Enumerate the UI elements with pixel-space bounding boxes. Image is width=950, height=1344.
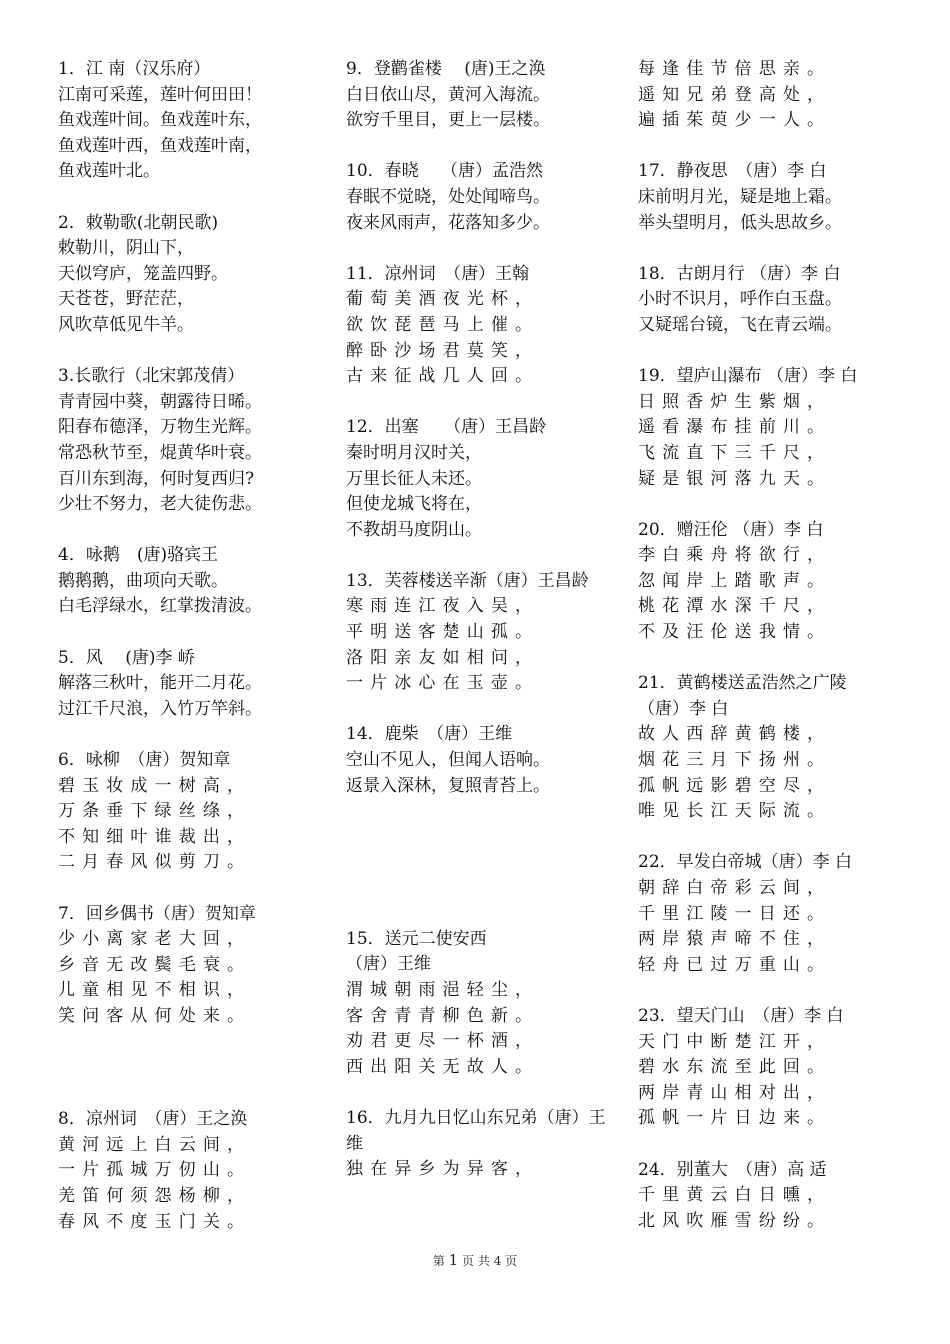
poem-title: 24．别董大 （唐）高 适 (638, 1159, 827, 1180)
poem-title: 18．古朗月行 （唐）李 白 (638, 263, 841, 284)
poem-line: 唯见长江天际流。 (638, 801, 832, 822)
poem-title: 12．出塞 （唐）王昌龄 (346, 417, 547, 438)
poem-line: 空山不见人，但闻人语响。 (346, 750, 550, 771)
page-footer (0, 1251, 950, 1269)
poem-line: 故人西辞黄鹤楼， (638, 724, 832, 745)
poem-block (638, 262, 900, 339)
poem-line: 葡萄美酒夜光杯， (346, 289, 540, 310)
poem-line: 遥知兄弟登高处， (638, 84, 832, 105)
footer-prefix: 第 (432, 1254, 445, 1268)
column-2 (346, 57, 608, 1208)
poem-line: 忽闻岸上踏歌声。 (638, 570, 832, 591)
poem-line: 江南可采莲，莲叶何田田！ (58, 84, 262, 105)
poem-line: 千里江陵一日还。 (638, 903, 832, 924)
poem-line: 天门中断楚江开， (638, 1031, 832, 1052)
poem-line: 北风吹雁雪纷纷。 (638, 1210, 832, 1231)
poem-line: 少壮不努力，老大徒伤悲。 (58, 494, 262, 515)
poem-block (58, 364, 308, 518)
poem-title: 9．登鹳雀楼 (唐)王之涣 (346, 59, 546, 79)
poem-title: 11．凉州词 （唐）王翰 (346, 263, 530, 284)
poem-block (58, 211, 308, 339)
poem-title: 17．静夜思 （唐）李 白 (638, 161, 827, 182)
poem-line: 阳春布德泽，万物生光辉。 (58, 417, 262, 438)
poem-title: 14．鹿柴 （唐）王维 (346, 724, 513, 745)
poem-line: 劝君更尽一杯酒， (346, 1031, 540, 1052)
poem-block (638, 671, 900, 825)
poem-line: 欲饮琵琶马上催。 (346, 314, 540, 335)
poem-block (58, 543, 308, 620)
poem-line: 敕勒川，阴山下， (58, 238, 194, 259)
poem-title: 13．芙蓉楼送辛渐（唐）王昌龄 (346, 570, 589, 591)
poem-line: 乡音无改鬓毛衰。 (58, 954, 252, 975)
poem-line: 小时不识月，呼作白玉盘。 (638, 289, 842, 310)
poem-title: 15．送元二使安西 (346, 928, 487, 949)
footer-middle: 页 共 (462, 1254, 490, 1268)
poem-block (58, 902, 308, 1030)
poem-title: 21．黄鹤楼送孟浩然之广陵 (638, 673, 847, 694)
poem-block (346, 927, 608, 1081)
poem-block (58, 1107, 308, 1235)
poem-line: 两岸青山相对出， (638, 1082, 832, 1103)
poem-line: 碧水东流至此回。 (638, 1057, 832, 1078)
poem-author: （唐）王维 (346, 954, 431, 975)
poem-title: 23．望天门山 （唐）李 白 (638, 1005, 844, 1026)
poem-line: 常恐秋节至，焜黄华叶衰。 (58, 442, 262, 463)
poem-line: 寒雨连江夜入吴， (346, 596, 540, 617)
poem-line: 李白乘舟将欲行， (638, 545, 832, 566)
poem-block (346, 57, 608, 134)
poem-title: 19．望庐山瀑布 （唐）李 白 (638, 366, 858, 387)
poem-line: 少小离家老大回， (58, 929, 252, 950)
poem-line: 飞流直下三千尺， (638, 442, 832, 463)
poem-line: 但使龙城飞将在， (346, 494, 482, 515)
poem-line: 洛阳亲友如相问， (346, 647, 540, 668)
poem-line: 两岸猿声啼不住， (638, 929, 832, 950)
poem-line: 黄河远上白云间， (58, 1134, 252, 1155)
poem-title: 7．回乡偶书（唐）贺知章 (58, 903, 256, 924)
poem-line: 孤帆远影碧空尽， (638, 775, 832, 796)
poem-line: 一片孤城万仞山。 (58, 1160, 252, 1181)
poem-line: 每逢佳节倍思亲。 (638, 59, 832, 79)
poem-line: 一片冰心在玉壶。 (346, 673, 540, 694)
poem-line: 解落三秋叶，能开二月花。 (58, 673, 262, 694)
poem-title: 16．九月九日忆山东兄弟（唐）王维 (346, 1107, 606, 1154)
poem-line: 白日依山尽，黄河入海流。 (346, 84, 550, 105)
poem-line: 风吹草低见牛羊。 (58, 314, 194, 335)
poem-line: 平明送客楚山孤。 (346, 622, 540, 643)
poem-line: 不及汪伦送我情。 (638, 622, 832, 643)
poem-line: 醉卧沙场君莫笑， (346, 340, 540, 361)
poem-line: 欲穷千里目，更上一层楼。 (346, 110, 550, 131)
poem-line: 笑问客从何处来。 (58, 1005, 252, 1026)
poem-line: 过江千尺浪，入竹万竿斜。 (58, 698, 262, 719)
poem-block (638, 850, 900, 978)
poem-line: 千里黄云白日曛， (638, 1185, 832, 1206)
poem-block (638, 57, 900, 134)
footer-suffix: 页 (505, 1254, 518, 1268)
poem-block (346, 569, 608, 697)
poem-line: 碧玉妆成一树高， (58, 775, 252, 796)
column-1 (58, 57, 308, 1261)
poem-line: 鱼戏莲叶间。鱼戏莲叶东， (58, 110, 262, 131)
poem-title: 4．咏鹅 (唐)骆宾王 (58, 545, 219, 566)
poem-line: 儿童相见不相识， (58, 980, 252, 1001)
poem-line: 鱼戏莲叶西，鱼戏莲叶南， (58, 135, 262, 156)
poem-line: 古来征战几人回。 (346, 366, 540, 387)
poem-line: 返景入深林，复照青苔上。 (346, 775, 550, 796)
poem-line: 西出阳关无故人。 (346, 1056, 540, 1077)
poem-line: 二月春风似剪刀。 (58, 852, 252, 873)
column-spacer (58, 1055, 308, 1107)
poem-line: 举头望明月，低头思故乡。 (638, 212, 842, 233)
poem-line: 遍插茱萸少一人。 (638, 110, 832, 131)
poem-block (638, 518, 900, 646)
poem-title: 10．春晓 （唐）孟浩然 (346, 161, 544, 182)
poem-title: 6．咏柳 （唐）贺知章 (58, 750, 231, 771)
poem-title: 1．江 南（汉乐府） (58, 59, 211, 79)
poem-block (346, 415, 608, 543)
poem-title: 3.长歌行（北宋郭茂倩） (58, 366, 245, 387)
poem-line: 春风不度玉门关。 (58, 1211, 252, 1232)
poem-line: 遥看瀑布挂前川。 (638, 417, 832, 438)
column-3 (638, 57, 900, 1260)
poem-block (58, 646, 308, 723)
poem-line: 鹅鹅鹅，曲项向天歌。 (58, 570, 228, 591)
poem-line: 天苍苍，野茫茫， (58, 289, 194, 310)
poem-block (346, 262, 608, 390)
poem-title: 5．风 (唐)李 峤 (58, 647, 195, 668)
poem-line: 渭城朝雨浥轻尘， (346, 980, 540, 1000)
poem-author: （唐）李 白 (638, 698, 729, 719)
poem-line: 羌笛何须怨杨柳， (58, 1185, 252, 1206)
poem-block (58, 748, 308, 876)
poem-line: 客舍青青柳色新。 (346, 1005, 540, 1026)
poem-line: 鱼戏莲叶北。 (58, 161, 160, 182)
poem-line: 不教胡马度阴山。 (346, 519, 482, 540)
poem-line: 又疑瑶台镜，飞在青云端。 (638, 314, 842, 335)
poem-line: 青青园中葵，朝露待日晞。 (58, 391, 262, 412)
poem-line: 独在异乡为异客， (346, 1159, 540, 1180)
footer-total-pages: 4 (493, 1254, 502, 1268)
poem-line: 烟花三月下扬州。 (638, 750, 832, 771)
poem-line: 白毛浮绿水，红掌拨清波。 (58, 596, 262, 617)
poem-block (638, 159, 900, 236)
poem-line: 孤帆一片日边来。 (638, 1108, 832, 1129)
poem-title: 2．敕勒歌(北朝民歌) (58, 212, 219, 233)
poem-block (346, 1106, 608, 1183)
poem-title: 20．赠汪伦 （唐）李 白 (638, 519, 824, 540)
poem-line: 桃花潭水深千尺， (638, 596, 832, 617)
poem-line: 不知细叶谁裁出， (58, 826, 252, 847)
footer-page-number: 1 (448, 1251, 459, 1269)
column-spacer (346, 825, 608, 927)
poem-line: 秦时明月汉时关， (346, 442, 482, 463)
poem-block (58, 57, 308, 185)
poem-line: 疑是银河落九天。 (638, 468, 832, 489)
poem-block (638, 1004, 900, 1132)
poem-line: 天似穹庐，笼盖四野。 (58, 263, 228, 284)
poem-line: 春眠不觉晓，处处闻啼鸟。 (346, 186, 550, 207)
poem-line: 轻舟已过万重山。 (638, 954, 832, 975)
poem-line: 床前明月光，疑是地上霜。 (638, 186, 842, 207)
poem-block (638, 1158, 900, 1235)
poem-title: 22．早发白帝城（唐）李 白 (638, 852, 853, 873)
poem-line: 日照香炉生紫烟， (638, 391, 832, 412)
poem-line: 朝辞白帝彩云间， (638, 878, 832, 898)
poem-line: 万里长征人未还。 (346, 468, 482, 489)
poem-line: 百川东到海，何时复西归? (58, 468, 255, 489)
poem-title: 8．凉州词 （唐）王之涣 (58, 1109, 248, 1130)
poem-block (346, 159, 608, 236)
poem-block (346, 722, 608, 799)
poem-line: 夜来风雨声，花落知多少。 (346, 212, 550, 233)
poem-line: 万条垂下绿丝绦， (58, 801, 252, 822)
poem-block (638, 364, 900, 492)
